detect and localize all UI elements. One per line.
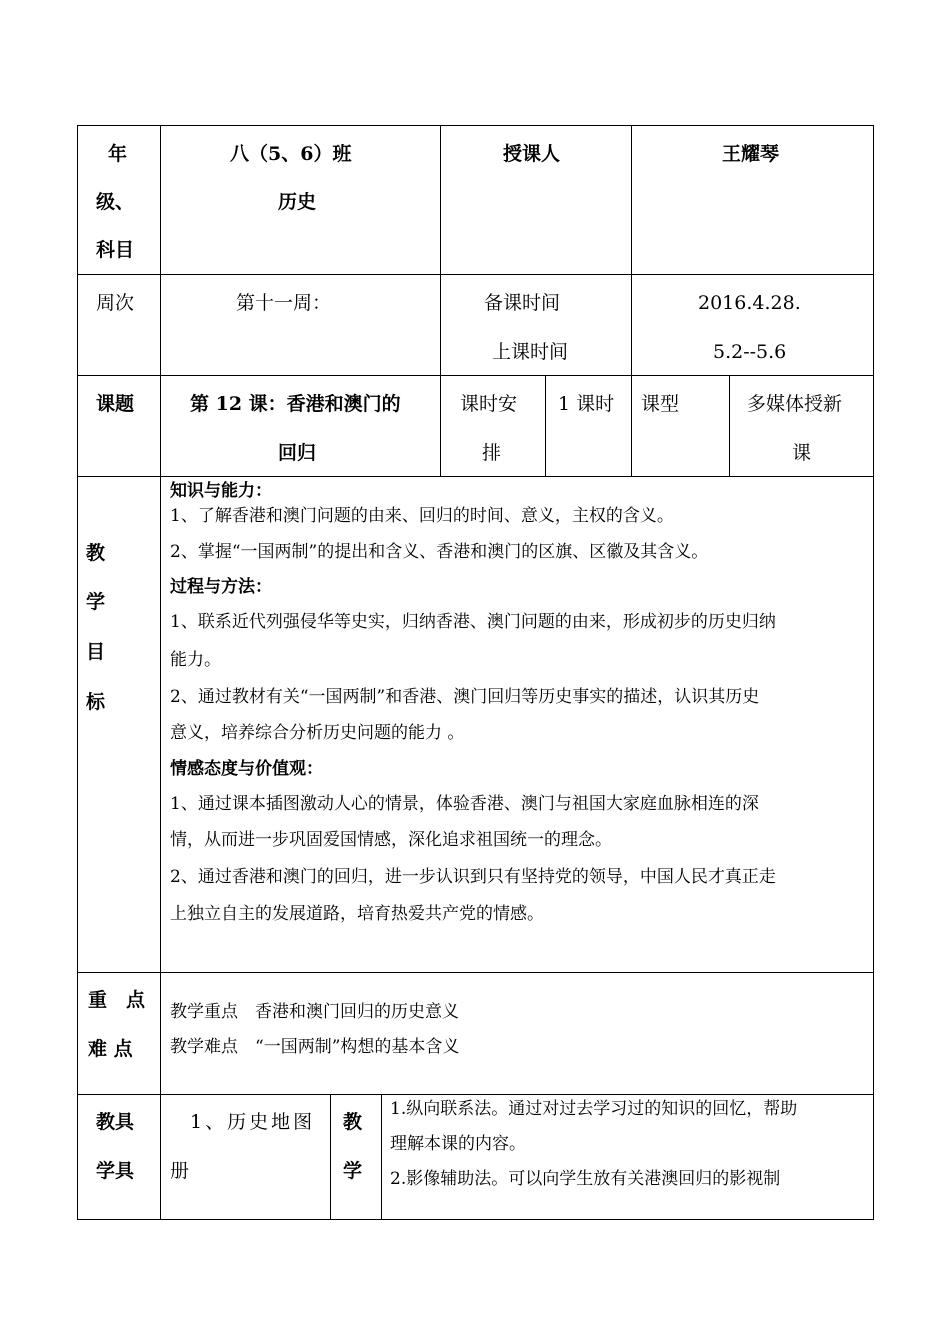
subject-name: 历史 — [278, 191, 317, 213]
tools-label-line1: 教具 — [96, 1111, 135, 1133]
objectives-heading-emotion: 情感态度与价值观： — [170, 759, 323, 779]
prep-time-label: 备课时间 — [484, 292, 561, 314]
teacher-label: 授课人 — [503, 143, 561, 165]
week-label: 周次 — [96, 292, 135, 314]
objective-knowledge-1: 1、了解香港和澳门问题的由来、回归的时间、意义，主权的含义。 — [170, 506, 674, 526]
method-label-line1: 教 — [343, 1111, 363, 1133]
class-name: 八（5、6）班 — [230, 143, 352, 165]
tools-item-line2: 册 — [170, 1160, 190, 1182]
tools-label-line2: 学具 — [96, 1160, 135, 1182]
objectives-label-char4: 标 — [86, 691, 106, 713]
teaching-focus: 教学重点 香港和澳门回归的历史意义 — [170, 1002, 459, 1022]
teaching-difficulty: 教学难点 “一国两制”构想的基本含义 — [170, 1037, 460, 1057]
method-2-line1: 2.影像辅助法。可以向学生放有关港澳回归的影视制 — [390, 1169, 781, 1189]
hours-value: 1 课时 — [558, 393, 615, 415]
prep-date: 2016.4.28. — [698, 292, 801, 314]
topic-title-line2: 回归 — [278, 442, 317, 464]
objective-process-2-line2: 意义，培养综合分析历史问题的能力 。 — [170, 723, 465, 743]
method-label-line2: 学 — [343, 1160, 363, 1182]
type-value-line2: 课 — [792, 442, 812, 464]
class-date: 5.2--5.6 — [713, 341, 787, 363]
week-value-cell — [160, 274, 441, 376]
objectives-label-char1: 教 — [86, 542, 106, 564]
objectives-heading-process: 过程与方法： — [170, 577, 272, 597]
objective-knowledge-2: 2、掌握“一国两制”的提出和含义、香港和澳门的区旗、区徽及其含义。 — [170, 542, 709, 562]
type-label: 课型 — [641, 393, 680, 415]
objectives-label-char3: 目 — [86, 641, 106, 663]
keypoints-content-cell — [160, 972, 874, 1095]
week-value: 第十一周： — [236, 292, 332, 314]
grade-subject-label-line2: 级、 — [96, 191, 135, 213]
objective-process-1-line1: 1、联系近代列强侵华等史实，归纳香港、澳门问题的由来，形成初步的历史归纳 — [170, 612, 776, 632]
grade-subject-label-line3: 科目 — [96, 239, 135, 261]
hours-label-line2: 排 — [482, 442, 502, 464]
objectives-label-char2: 学 — [86, 591, 106, 613]
keypoints-label-line1: 重 点 — [88, 989, 146, 1011]
hours-label-line1: 课时安 — [460, 393, 518, 415]
objective-process-1-line2: 能力。 — [170, 650, 221, 670]
topic-label-cell — [77, 375, 161, 477]
keypoints-label-line2: 难 点 — [88, 1038, 133, 1060]
objective-emotion-2-line1: 2、通过香港和澳门的回归，进一步认识到只有坚持党的领导，中国人民才真正走 — [170, 867, 776, 887]
type-value-line1: 多媒体授新 — [747, 393, 843, 415]
objective-emotion-1-line1: 1、通过课本插图激动人心的情景，体验香港、澳门与祖国大家庭血脉相连的深 — [170, 794, 759, 814]
topic-label: 课题 — [96, 393, 135, 415]
class-time-label: 上课时间 — [492, 341, 569, 363]
method-1-line2: 理解本课的内容。 — [390, 1134, 526, 1154]
topic-title-line1: 第 12 课：香港和澳门的 — [190, 393, 401, 415]
week-label-cell — [77, 274, 161, 376]
type-label-cell — [631, 375, 730, 477]
teacher-name: 王耀琴 — [722, 143, 780, 165]
tools-item-line1: 1、历史地图 — [190, 1111, 316, 1133]
objective-emotion-2-line2: 上独立自主的发展道路，培育热爱共产党的情感。 — [170, 904, 544, 924]
objective-process-2-line1: 2、通过教材有关“一国两制”和香港、澳门回归等历史事实的描述，认识其历史 — [170, 687, 760, 707]
hours-value-cell — [545, 375, 632, 477]
objective-emotion-1-line2: 情，从而进一步巩固爱国情感，深化追求祖国统一的理念。 — [170, 830, 612, 850]
method-1-line1: 1.纵向联系法。通过对过去学习过的知识的回忆，帮助 — [390, 1099, 798, 1119]
grade-subject-label-line1: 年 — [108, 143, 128, 165]
objectives-heading-knowledge: 知识与能力： — [170, 481, 272, 501]
